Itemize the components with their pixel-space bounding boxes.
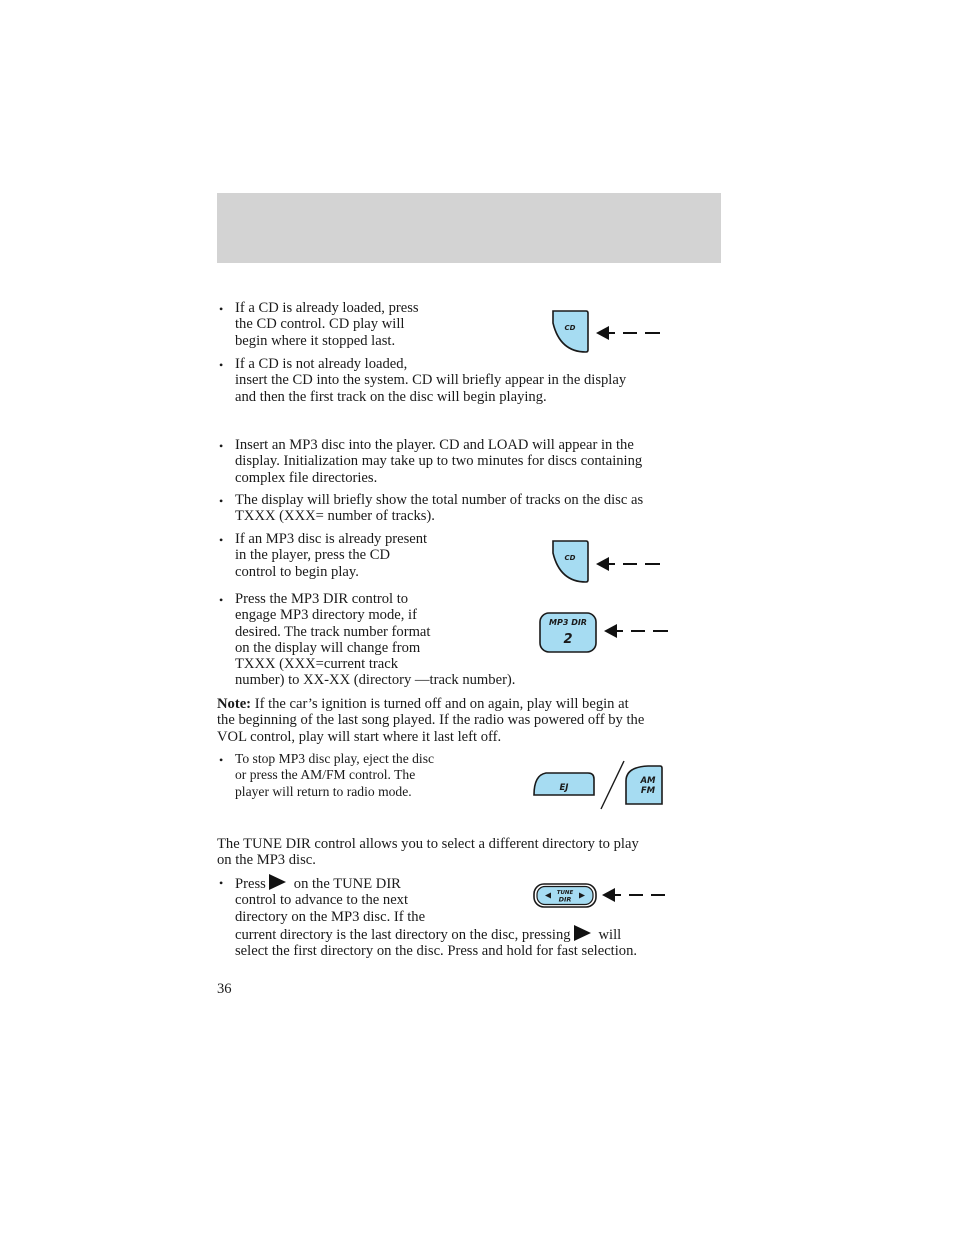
bullet: • [219, 439, 224, 453]
bullet: • [219, 593, 224, 607]
stop-mp3-paragraph: To stop MP3 disc play, eject the disc or press the AM/FM control. The player will return to radio mode. [235, 751, 435, 799]
cd-not-loaded-paragraph: If a CD is not already loaded, insert the CD into the system. CD will briefly appear in the display and then the first track on the disc will begin playing. [235, 356, 627, 405]
note-label: Note: [217, 696, 252, 712]
tune-dir-paragraph: Press on the TUNE DIR control to advance to the next directory on the MP3 disc. If the current directory is the last directory on the disc, pressing will select the first directory on the disc. Press and hold for fast selection. [235, 876, 638, 960]
section-header-band [217, 193, 721, 263]
mp3-dir-button-illustration [538, 611, 670, 655]
mp3-dir-paragraph: Press the MP3 DIR control to engage MP3 directory mode, if desired. The track number format on the display will change from TXXX (XXX=current track number) to XX-XX (directory —track number). [235, 591, 516, 689]
mp3-present-paragraph: If an MP3 disc is already present in the player, press the CD control to begin play. [235, 531, 428, 580]
tune-dir-button-illustration [533, 883, 669, 909]
tune-dir-label-bottom: DIR [558, 895, 572, 904]
cd-loaded-paragraph: If a CD is already loaded, press the CD control. CD play will begin where it stopped last. [235, 300, 419, 349]
bullet: • [219, 358, 224, 372]
eject-amfm-illustration [530, 759, 666, 813]
track-count-paragraph: The display will briefly show the total number of tracks on the disc as TXXX (XXX= number of tracks). [235, 492, 644, 525]
cd-button-illustration [549, 309, 664, 355]
amfm-label-bottom: FM [640, 786, 656, 796]
mp3-dir-number: 2 [563, 632, 573, 647]
bullet: • [219, 753, 224, 767]
right-triangle-icon [269, 874, 286, 890]
bullet: • [219, 494, 224, 508]
tune-dir-intro: The TUNE DIR control allows you to select a different directory to play on the MP3 disc. [217, 836, 639, 869]
tune-dir-label-top: TUNE [556, 890, 574, 896]
cd-label: CD [564, 324, 576, 332]
bullet: • [219, 533, 224, 547]
amfm-label-top: AM [640, 776, 656, 786]
eject-label: EJ [559, 783, 569, 793]
note-paragraph: Note: If the car’s ignition is turned off and on again, play will begin at the beginning of the last song played. If the radio was powered off by the VOL control, play will start where it last left off. [217, 696, 645, 745]
page-number: 36 [217, 981, 232, 997]
bullet: • [219, 302, 224, 316]
right-triangle-icon [574, 925, 591, 941]
bullet: • [219, 876, 224, 890]
mp3-dir-label: MP3 DIR [549, 618, 587, 627]
cd-label: CD [564, 554, 576, 562]
insert-mp3-paragraph: Insert an MP3 disc into the player. CD and LOAD will appear in the display. Initialization may take up to two minutes for discs containing complex file directories. [235, 437, 643, 486]
cd-button-illustration-2 [549, 539, 664, 585]
